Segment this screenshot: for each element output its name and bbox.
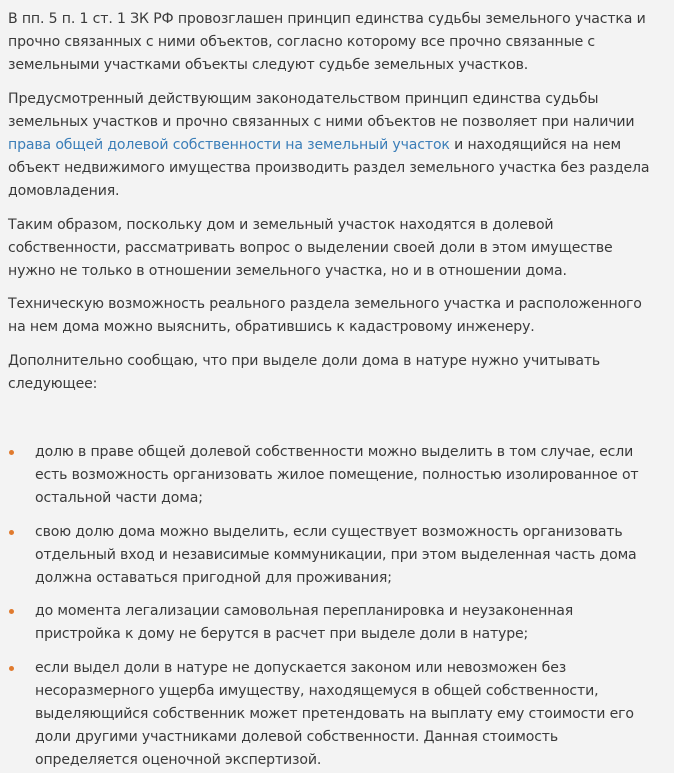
- bullet-dot-icon: [9, 666, 14, 671]
- conditions-list: [8, 441, 660, 773]
- list-item: [8, 600, 660, 646]
- list-item: [8, 521, 660, 591]
- shared-ownership-link[interactable]: права общей долевой собственности на земельный участок: [8, 137, 450, 154]
- bullet-dot-icon: [9, 530, 14, 535]
- bullet-dot-icon: [9, 609, 14, 614]
- paragraph-principle-text-start: Предусмотренный действующим законодательством принцип единства судьбы земельных участков и прочно связанных с ними объектов не позволяет при наличии: [8, 90, 635, 130]
- paragraph-principle: [8, 88, 660, 204]
- spacer: [8, 406, 660, 441]
- list-item-text: если выдел доли в натуре не допускается законом или невозможен без несоразмерного ущерба имуществу, находящемуся в общей собственности, выделяющийся собственник может претендовать на выплату ему стоимости его доли другими участниками долевой собственности. Данная стоимость определяется оценочной экспертизой.: [35, 659, 634, 769]
- list-item-text: до момента легализации самовольная перепланировка и неузаконенная пристройка к дому не берутся в расчет при выделе доли в натуре;: [35, 603, 574, 643]
- paragraph-principle-text-end: и находящийся на нем объект недвижимого имущества производить раздел земельного участка без раздела домовладения.: [8, 137, 650, 200]
- list-item-text: свою долю дома можно выделить, если существует возможность организовать отдельный вход и независимые коммуникации, при этом выделенная часть дома должна оставаться пригодной для проживания;: [35, 523, 637, 587]
- paragraph-zk-rf: В пп. 5 п. 1 ст. 1 ЗК РФ провозглашен принцип единства судьбы земельного участка и прочно связанных с ними объектов, согласно которому все прочно связанные с земельными участками объекты следуют судьбе земельных участков.: [8, 11, 646, 74]
- paragraph-additional: Дополнительно сообщаю, что при выделе доли дома в натуре нужно учитывать следующее:: [8, 352, 601, 392]
- paragraph-cadastral: Техническую возможность реального раздела земельного участка и расположенного на нем дома можно выяснить, обратившись к кадастровому инженеру.: [8, 296, 642, 336]
- list-item-text: долю в праве общей долевой собственности можно выделить в том случае, если есть возможность организовать жилое помещение, полностью изолированное от остальной части дома;: [35, 444, 639, 507]
- list-item: [8, 657, 660, 773]
- paragraph-conclusion: Таким образом, поскольку дом и земельный участок находятся в долевой собственности, рассматривать вопрос о выделении своей доли в этом имуществе нужно не только в отношении земельного участка, но и в отношении дома.: [8, 216, 613, 280]
- list-item: [8, 441, 660, 511]
- bullet-dot-icon: [9, 450, 14, 455]
